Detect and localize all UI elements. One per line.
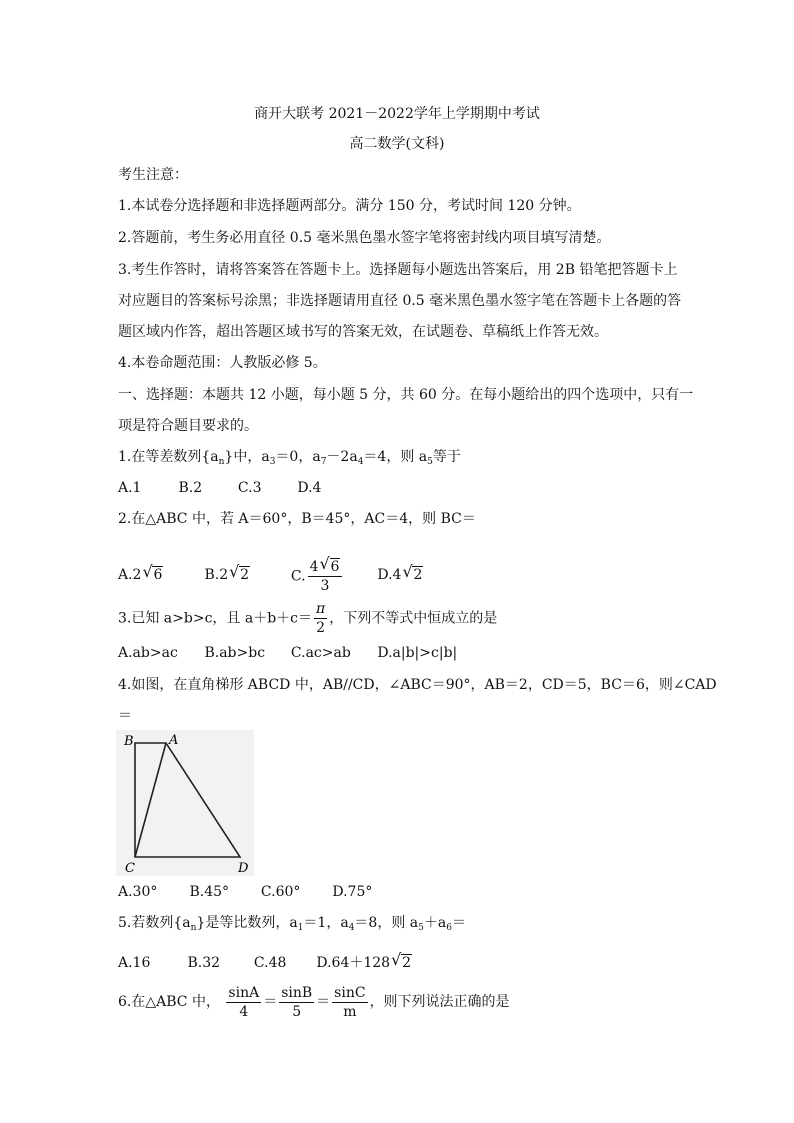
exam-subtitle: 高二数学(文科) (349, 136, 445, 152)
note-4: 4.本卷命题范围：人教版必修 5。 (118, 355, 327, 371)
label-b: B (124, 734, 134, 749)
label-a: A (169, 733, 179, 748)
question-2-stem: 2.在△ABC 中，若 A＝60°，B＝45°，AC＝4，则 BC＝ (118, 511, 476, 527)
notes-heading: 考生注意： (118, 167, 188, 183)
diagonal-ac (135, 743, 166, 857)
note-3-line-1: 3.考生作答时，请将答案答在答题卡上。选择题每小题选出答案后，用 2B 铅笔把答题卡上 (118, 262, 678, 278)
question-6-stem: 6.在△ABC 中， $\frac{\sin A}{4}$ ＝ $\frac{\sin B}{5}$ ＝ $\frac{\sin C}{m}$ ，则下列说法正确的是 (118, 984, 510, 1020)
question-2-options (118, 556, 423, 593)
question-5-stem: 5.若数列$\{a_n\}$是等比数列，$a_1=1$，$a_4=8$，则 $a_5+a_6=$ (118, 915, 466, 933)
option-c: C.3 (237, 480, 262, 496)
label-c: C (125, 861, 135, 876)
option-c: C.60° (260, 884, 301, 900)
exam-title: 商开大联考 2021－2022学年上学期期中考试 (254, 106, 540, 122)
question-3-options (118, 643, 457, 663)
question-4-stem-cont: ＝ (118, 708, 132, 724)
option-c: C.48 (253, 955, 287, 971)
option-d: D.4 (297, 480, 322, 496)
section-1-intro-line-2: 项是符合题目要求的。 (118, 418, 258, 434)
option-d: D.64＋128√ 2 (316, 952, 412, 974)
question-3-stem: 3.已知 a>b>c，且 a＋b＋c＝ $\frac{\pi}{2}$ ，下列不等式中恒成立的是 (118, 601, 498, 636)
trapezoid-figure (116, 730, 254, 876)
option-d: D.4√ 2 (377, 564, 423, 586)
note-3-line-3: 题区域内作答，超出答题区域书写的答案无效，在试题卷、草稿纸上作答无效。 (118, 324, 608, 340)
option-d: D.a|b|>c|b| (377, 645, 458, 661)
question-1-options (118, 478, 321, 498)
note-3-line-2: 对应题目的答案标号涂黑；非选择题请用直径 0.5 毫米黑色墨水签字笔在答题卡上各题的答 (118, 293, 682, 309)
option-b: B.2 (178, 480, 203, 496)
trapezoid-diagram (116, 730, 254, 876)
question-1-stem: 1.在等差数列$\{a_n\}$中，$a_3=0$，$a_7-2a_4=4$，则 $a_5$等于 (118, 449, 461, 467)
option-b: B.45° (189, 884, 230, 900)
option-a: A.16 (118, 955, 151, 971)
label-d: D (238, 861, 249, 876)
note-2: 2.答题前，考生务必用直径 0.5 毫米黑色墨水签字笔将密封线内项目填写清楚。 (118, 230, 611, 246)
section-1-intro-line-1: 一、选择题：本题共 12 小题，每小题 5 分，共 60 分。在每小题给出的四个选项中，只有一 (118, 387, 694, 403)
option-a: A.2√ 6 (118, 564, 200, 586)
option-c: C. $\frac{4√ 6}{3}$ (291, 558, 373, 595)
option-d: D.75° (332, 884, 373, 900)
option-b: B.32 (187, 955, 221, 971)
option-b: B.ab>bc (204, 645, 266, 661)
question-4-options (118, 882, 372, 902)
question-4-stem: 4.如图，在直角梯形 ABCD 中，AB//CD，∠ABC＝90°，AB＝2，CD＝5，BC＝6，则∠CAD (118, 677, 717, 693)
option-c: C.ac>ab (290, 645, 351, 661)
question-5-options (118, 952, 412, 974)
option-a: A.30° (118, 884, 158, 900)
note-1: 1.本试卷分选择题和非选择题两部分。满分 150 分，考试时间 120 分钟。 (118, 198, 581, 214)
option-a: A.1 (118, 480, 142, 496)
option-b: B.2√ 2 (204, 564, 286, 586)
option-a: A.ab>ac (118, 645, 178, 661)
